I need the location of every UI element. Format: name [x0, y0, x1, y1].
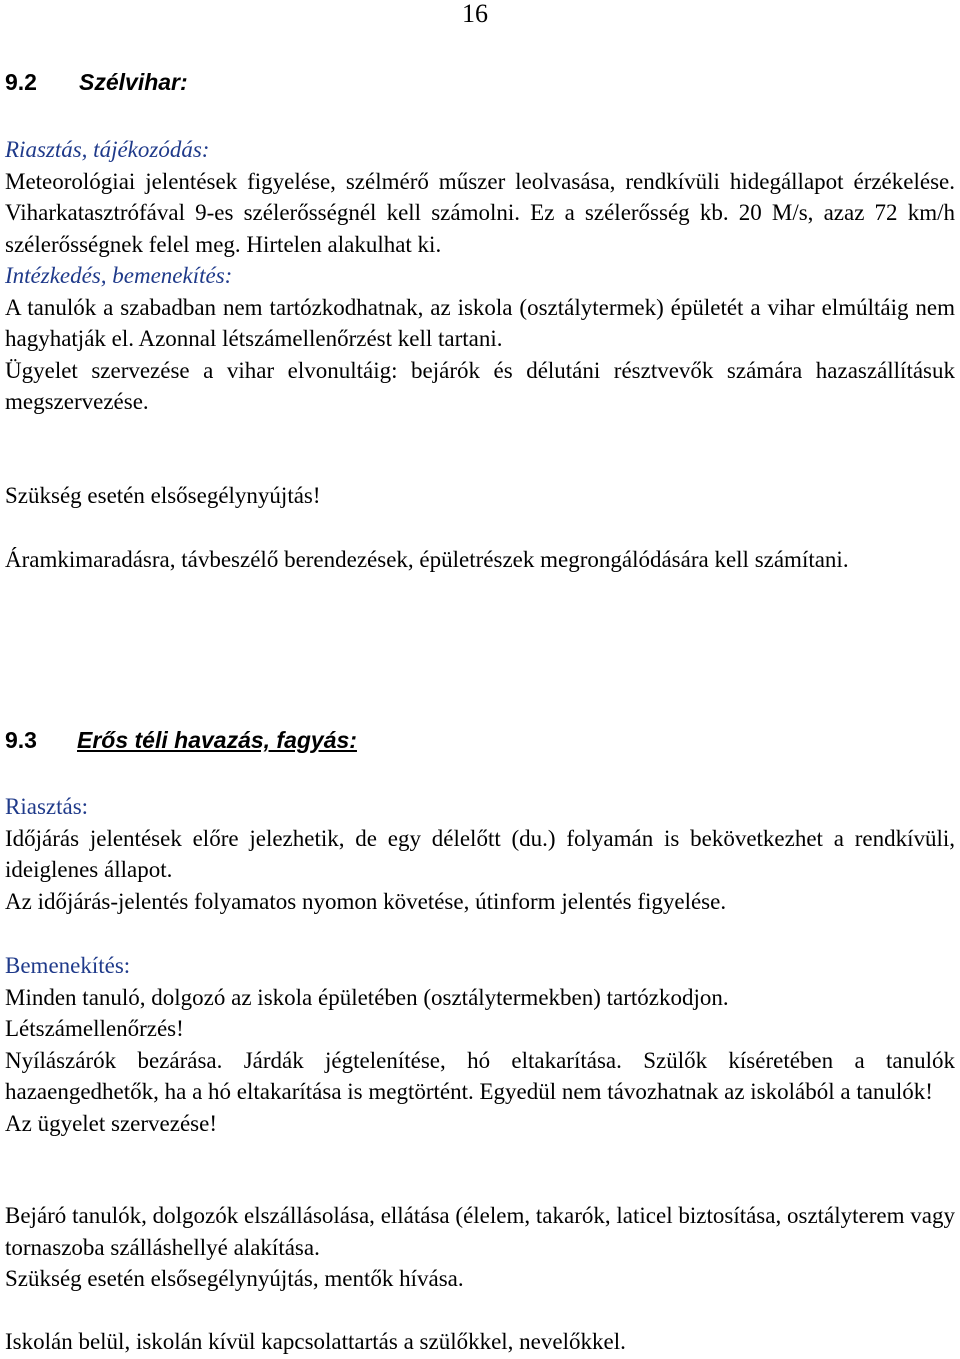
commuters-text-2: Szükség esetén elsősegélynyújtás, mentők hívása.	[5, 1266, 464, 1291]
section-9-3-commuters	[5, 1200, 955, 1295]
page-number: 16	[462, 0, 488, 28]
section-9-2-alert	[5, 134, 955, 260]
section-9-2-damage	[5, 544, 955, 576]
section-number: 9.3	[5, 727, 37, 753]
action-label: Intézkedés, bemenekítés:	[5, 263, 233, 288]
shelter-text-4: Az ügyelet szervezése!	[5, 1110, 217, 1136]
section-9-2-first-aid	[5, 480, 955, 512]
section-9-3-contact	[5, 1326, 955, 1358]
alert-text-2: Az időjárás-jelentés folyamatos nyomon követése, útinform jelentés figyelése.	[5, 888, 727, 914]
damage-text: Áramkimaradásra, távbeszélő berendezések, épületrészek megrongálódására kell számítani.	[5, 547, 849, 572]
action-text-2: Ügyelet szervezése a vihar elvonultáig: bejárók és délutáni résztvevők számára hazaszállításuk megszervezése.	[5, 357, 955, 414]
alert-label: Riasztás:	[5, 794, 89, 819]
section-title: Erős téli havazás, fagyás:	[77, 727, 357, 753]
shelter-text-1: Minden tanuló, dolgozó az iskola épületében (osztálytermekben) tartózkodjon.	[5, 984, 729, 1010]
alert-label: Riasztás, tájékozódás:	[5, 137, 210, 162]
section-heading-9-2	[5, 68, 188, 96]
action-text-1: A tanulók a szabadban nem tartózkodhatnak, az iskola (osztálytermek) épületét a vihar elmúltáig nem hagyhatják el. Azonnal létszámellenőrzést kell tartani.	[5, 294, 955, 351]
commuters-text-1: Bejáró tanulók, dolgozók elszállásolása, ellátása (élelem, takarók, laticel biztosítása, osztályterem vagy tornaszoba szálláshellyé alakítása.	[5, 1203, 955, 1260]
alert-text: Meteorológiai jelentések figyelése, szélmérő műszer leolvasása, rendkívüli hidegállapot érzékelése. Viharkatasztrófával 9-es szélerősségnél kell számolni. Ez a szélerősség kb. 20 M/s, azaz 72 km/h szélerősségnek felel meg. Hirtelen alakulhat ki.	[5, 168, 955, 257]
section-title: Szélvihar:	[79, 69, 188, 95]
section-9-2-action	[5, 260, 955, 418]
section-number: 9.2	[5, 69, 37, 95]
section-9-3-shelter	[5, 950, 955, 1139]
section-heading-9-3	[5, 726, 357, 754]
contact-text: Iskolán belül, iskolán kívül kapcsolattartás a szülőkkel, nevelőkkel.	[5, 1329, 626, 1354]
shelter-text-2: Létszámellenőrzés!	[5, 1016, 184, 1041]
shelter-text-3: Nyílászárók bezárása. Járdák jégtelenítése, hó eltakarítása. Szülők kíséretében a tanulók hazaengedhetők, ha a hó eltakarítása is megtörtént. Egyedül nem távozhatnak az iskolából a tanulók!	[5, 1047, 955, 1104]
shelter-label: Bemenekítés:	[5, 953, 131, 978]
section-9-3-alert	[5, 791, 955, 917]
first-aid-text: Szükség esetén elsősegélynyújtás!	[5, 483, 321, 508]
alert-text-1: Időjárás jelentések előre jelezhetik, de egy délelőtt (du.) folyamán is bekövetkezhet a rendkívüli, ideiglenes állapot.	[5, 825, 955, 882]
